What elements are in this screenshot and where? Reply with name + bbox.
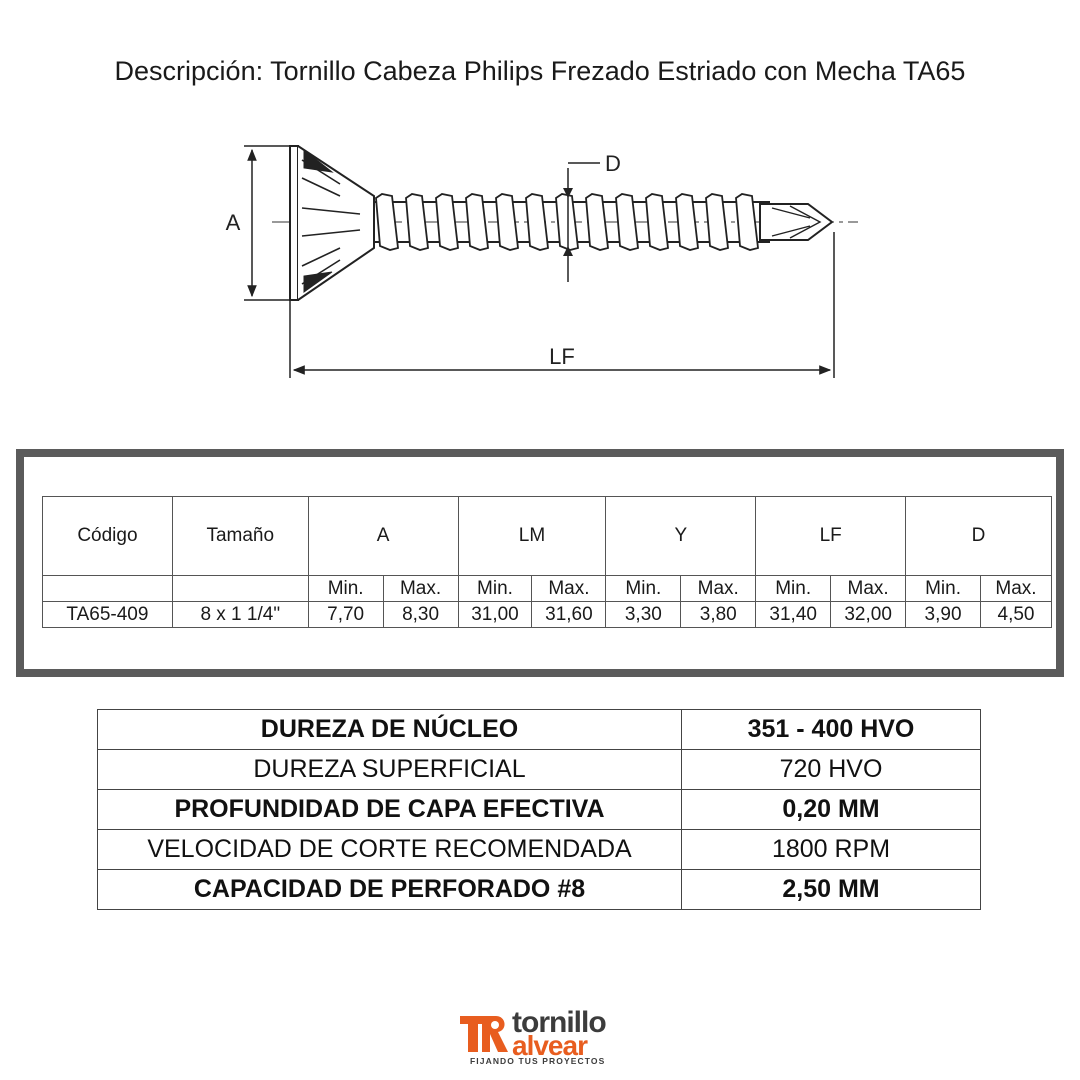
cell-d-min: 3,90 <box>906 602 981 628</box>
property-label: DUREZA DE NÚCLEO <box>98 710 682 750</box>
cell-code: TA65-409 <box>43 602 173 628</box>
property-value: 720 HVO <box>682 750 981 790</box>
screw-head <box>290 146 374 300</box>
table-row <box>43 602 1052 628</box>
header-a: A <box>308 497 458 576</box>
page-title: Descripción: Tornillo Cabeza Philips Frezado Estriado con Mecha TA65 <box>114 56 966 86</box>
property-value: 1800 RPM <box>682 830 981 870</box>
subheader-max: Max. <box>831 576 906 602</box>
cell-y-min: 3,30 <box>606 602 681 628</box>
table-row <box>98 710 981 750</box>
property-label: DUREZA SUPERFICIAL <box>98 750 682 790</box>
cell-lm-min: 31,00 <box>458 602 532 628</box>
dimension-a-label: A <box>225 210 241 235</box>
logo-tagline: FIJANDO TUS PROYECTOS <box>470 1056 606 1066</box>
brand-logo <box>458 1006 628 1068</box>
property-label: CAPACIDAD DE PERFORADO #8 <box>98 870 682 910</box>
cell-lf-min: 31,40 <box>756 602 831 628</box>
spec-subheader-row <box>43 576 1052 602</box>
subheader-blank <box>172 576 308 602</box>
logo-word-alvear: alvear <box>512 1030 587 1061</box>
spec-table <box>42 496 1052 628</box>
subheader-max: Max. <box>383 576 458 602</box>
subheader-max: Max. <box>981 576 1052 602</box>
subheader-min: Min. <box>756 576 831 602</box>
dimension-lf-label: LF <box>549 344 575 369</box>
header-lf: LF <box>756 497 906 576</box>
logo-mark-icon <box>458 1012 510 1054</box>
property-value: 2,50 MM <box>682 870 981 910</box>
dimension-d-label: D <box>605 151 621 176</box>
cell-y-max: 3,80 <box>681 602 756 628</box>
logo-word-tornillo: tornillo <box>512 1006 606 1039</box>
header-d: D <box>906 497 1052 576</box>
subheader-max: Max. <box>532 576 606 602</box>
header-y: Y <box>606 497 756 576</box>
table-row <box>98 790 981 830</box>
cell-lf-max: 32,00 <box>831 602 906 628</box>
property-value: 351 - 400 HVO <box>682 710 981 750</box>
header-size: Tamaño <box>172 497 308 576</box>
subheader-min: Min. <box>458 576 532 602</box>
property-label: PROFUNDIDAD DE CAPA EFECTIVA <box>98 790 682 830</box>
subheader-blank <box>43 576 173 602</box>
cell-a-min: 7,70 <box>308 602 383 628</box>
property-value: 0,20 MM <box>682 790 981 830</box>
table-row <box>98 750 981 790</box>
cell-d-max: 4,50 <box>981 602 1052 628</box>
subheader-min: Min. <box>606 576 681 602</box>
cell-lm-max: 31,60 <box>532 602 606 628</box>
subheader-max: Max. <box>681 576 756 602</box>
table-row <box>98 870 981 910</box>
cell-size: 8 x 1 1/4" <box>172 602 308 628</box>
screw-technical-drawing <box>0 130 1080 390</box>
property-label: VELOCIDAD DE CORTE RECOMENDADA <box>98 830 682 870</box>
subheader-min: Min. <box>906 576 981 602</box>
cell-a-max: 8,30 <box>383 602 458 628</box>
table-row <box>98 830 981 870</box>
subheader-min: Min. <box>308 576 383 602</box>
properties-table <box>97 709 981 910</box>
drill-tip <box>760 204 832 240</box>
spec-table-frame <box>16 449 1064 677</box>
header-lm: LM <box>458 497 606 576</box>
spec-header-row <box>43 497 1052 576</box>
header-code: Código <box>43 497 173 576</box>
